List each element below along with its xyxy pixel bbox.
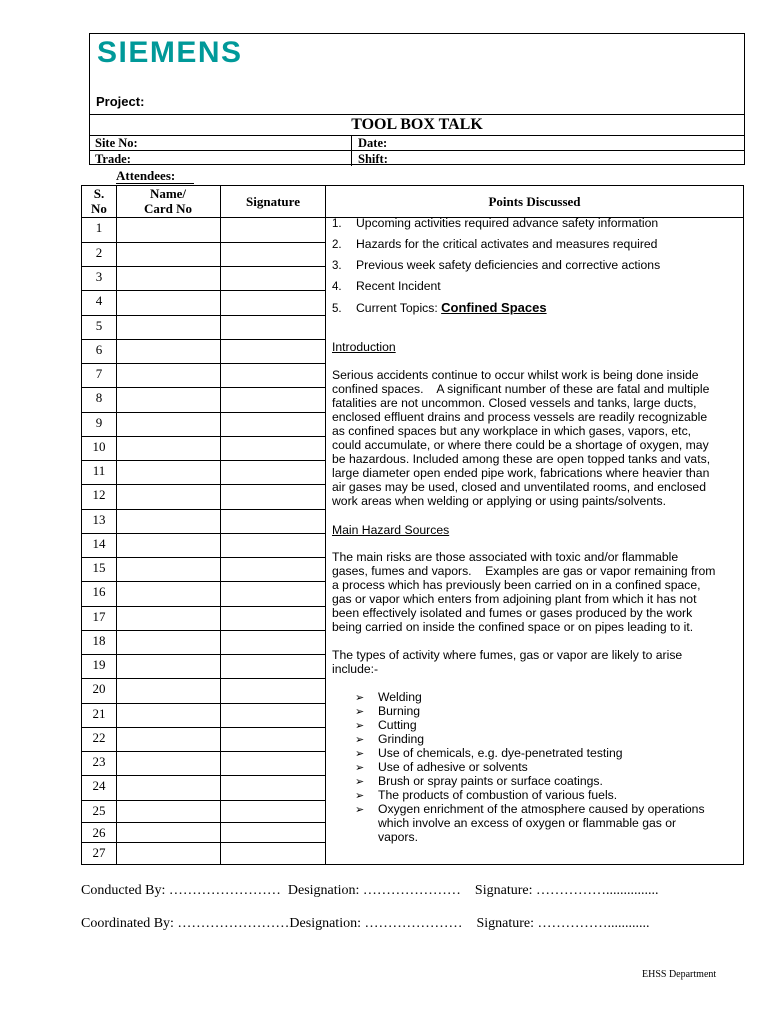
paragraph-line: as confined spaces but any workplace in which gases, vapors, etc, [332,424,692,438]
row-rule [82,800,325,801]
row-number: 8 [95,390,103,405]
row-rule [82,654,325,655]
row-rule [82,363,325,364]
bullet-text: Cutting [378,718,417,732]
col-divider [116,186,117,864]
row-rule [82,842,325,843]
paragraph-line: could accumulate, or where there could be a shortage of oxygen, may [332,438,709,452]
list-item [355,802,705,817]
row-number: 4 [95,293,103,308]
row-number: 23 [92,754,106,769]
row-rule [82,703,325,704]
page-title: TOOL BOX TALK [90,114,744,136]
list-item [355,732,424,747]
paragraph-line: gases, fumes and vapors. Examples are gas or vapor remaining from [332,564,716,578]
row-number: 24 [92,778,106,793]
row-rule [82,678,325,679]
trade-shift-row [90,151,744,165]
paragraph-line: gas or vapor which enters from adjoining plant from which it has not [332,592,697,606]
item-text: Current Topics: [356,301,442,315]
list-item [355,774,603,789]
col-sno-line1: S. [93,186,105,201]
row-number: 21 [92,706,106,721]
arrow-bullet-icon: ➢ [355,692,365,704]
col-divider [325,186,326,864]
paragraph-line: Serious accidents continue to occur whilst work is being done inside [332,368,699,382]
paragraph-line: include:- [332,662,379,676]
paragraph-line: work areas when welding or applying or using paints/solvents. [332,494,666,508]
paragraph-line: fatalities are not uncommon. Closed vessels and tanks, large ducts, [332,396,697,410]
bullet-text: which involve an excess of oxygen or flammable gas or [378,816,677,830]
col-name-line2: Card No [143,201,193,216]
trade-label: Trade: [95,152,131,166]
list-item [355,760,528,775]
col-divider [220,186,221,864]
row-rule [82,242,325,243]
row-number: 9 [95,415,103,430]
row-rule [82,630,325,631]
col-points-header: Points Discussed [488,194,581,209]
site-no-label: Site No: [95,136,138,150]
row-number: 25 [92,803,106,818]
row-number: 5 [95,318,103,333]
paragraph-line: The types of activity where fumes, gas or vapor are likely to arise [332,648,683,662]
row-rule [82,315,325,316]
row-rule [82,822,325,823]
list-item [355,746,623,761]
shift-label: Shift: [358,152,388,166]
siemens-logo: SIEMENS [97,36,243,69]
bullet-text: The products of combustion of various fuels. [378,788,618,802]
row-number: 12 [92,487,106,502]
bullet-text: Grinding [378,732,425,746]
row-rule [82,436,325,437]
list-item [332,237,657,252]
row-number: 18 [92,633,106,648]
row-rule [82,290,325,291]
row-number: 26 [92,825,106,840]
row-rule [82,387,325,388]
row-rule [82,266,325,267]
row-number: 20 [92,681,106,696]
row-number: 2 [95,245,103,260]
item-number: 5. [332,303,342,315]
list-item [355,788,617,803]
project-label: Project: [96,94,145,109]
row-number: 19 [92,657,106,672]
row-rule [82,727,325,728]
row-number: 27 [92,845,106,860]
row-number: 15 [92,560,106,575]
row-number: 6 [95,342,103,357]
conducted-by-line: Conducted By: …………………… Designation: ………………… Signature: ……………............... [81,883,659,898]
coordinated-by-line: Coordinated By: ……………………Designation: ………………… Signature: ……………............ [81,916,650,931]
row-rule [82,412,325,413]
intro-heading: Introduction [332,340,396,354]
list-item [332,301,547,316]
row-rule [82,509,325,510]
arrow-bullet-icon: ➢ [355,720,365,732]
list-item [332,216,658,231]
paragraph-line: The main risks are those associated with toxic and/or flammable [332,550,679,564]
row-number: 11 [92,463,106,478]
row-number: 10 [92,439,106,454]
list-item [332,279,441,294]
list-item [332,258,660,273]
list-item [355,816,676,830]
row-rule [82,557,325,558]
row-rule [82,751,325,752]
list-item [355,690,422,705]
row-number: 14 [92,536,106,551]
bullet-text: Use of chemicals, e.g. dye-penetrated testing [378,746,623,760]
arrow-bullet-icon: ➢ [355,748,365,760]
item-number: 1. [332,218,342,230]
hazard-heading: Main Hazard Sources [332,523,450,537]
item-number: 4. [332,281,342,293]
row-rule [82,533,325,534]
row-number: 17 [92,609,106,624]
row-rule [82,606,325,607]
list-item [355,704,420,719]
row-rule [82,339,325,340]
arrow-bullet-icon: ➢ [355,790,365,802]
date-label: Date: [358,136,388,150]
site-date-row [90,135,744,151]
row-number: 1 [95,220,103,235]
row-number: 13 [92,512,106,527]
row-number: 3 [95,269,103,284]
current-topic: Confined Spaces [441,300,547,315]
row-number: 7 [95,366,103,381]
item-text: Upcoming activities required advance safety information [356,216,659,230]
arrow-bullet-icon: ➢ [355,776,365,788]
row-rule [82,460,325,461]
bullet-text: Use of adhesive or solvents [378,760,528,774]
bullet-text: Brush or spray paints or surface coatings. [378,774,603,788]
col-sno-header [82,186,116,217]
header-divider [351,135,352,166]
col-sno-line2: No [91,201,107,216]
bullet-text: Burning [378,704,421,718]
row-rule [82,581,325,582]
list-item [355,830,418,844]
header-box [89,33,745,165]
arrow-bullet-icon: ➢ [355,762,365,774]
col-signature-header: Signature [246,194,300,209]
department-label: EHSS Department [642,969,717,980]
item-text: Recent Incident [356,279,441,293]
arrow-bullet-icon: ➢ [355,706,365,718]
list-item [355,718,417,733]
row-rule [82,484,325,485]
paragraph-line: a process which has previously been carried on in a confined space, [332,578,701,592]
arrow-bullet-icon: ➢ [355,734,365,746]
item-number: 2. [332,239,342,251]
paragraph-line: been effectively isolated and fumes or gases produced by the work [332,606,693,620]
paragraph-line: be hazardous. Included among these are open topped tanks and vats, [332,452,711,466]
bullet-text: vapors. [378,830,418,844]
bullet-text: Oxygen enrichment of the atmosphere caused by operations [378,802,705,816]
paragraph-line: being carried on inside the confined space or on pipes leading to it. [332,620,694,634]
item-text: Previous week safety deficiencies and corrective actions [356,258,661,272]
paragraph-line: confined spaces. A significant number of these are fatal and multiple [332,382,710,396]
paragraph-line: air gases may be used, closed and unventilated rooms, and enclosed [332,480,706,494]
col-name-header [116,186,220,217]
attendees-label: Attendees: [116,168,194,184]
bullet-text: Welding [378,690,422,704]
row-number: 22 [92,730,106,745]
col-name-line1: Name/ [149,186,187,201]
item-number: 3. [332,260,342,272]
paragraph-line: large diameter open ended pipe work, fabrications where heavier than [332,466,710,480]
row-rule [82,775,325,776]
item-text: Hazards for the critical activates and measures required [356,237,658,251]
paragraph-line: enclosed effluent drains and process vessels are readily recognizable [332,410,708,424]
row-number: 16 [92,584,106,599]
arrow-bullet-icon: ➢ [355,804,365,816]
